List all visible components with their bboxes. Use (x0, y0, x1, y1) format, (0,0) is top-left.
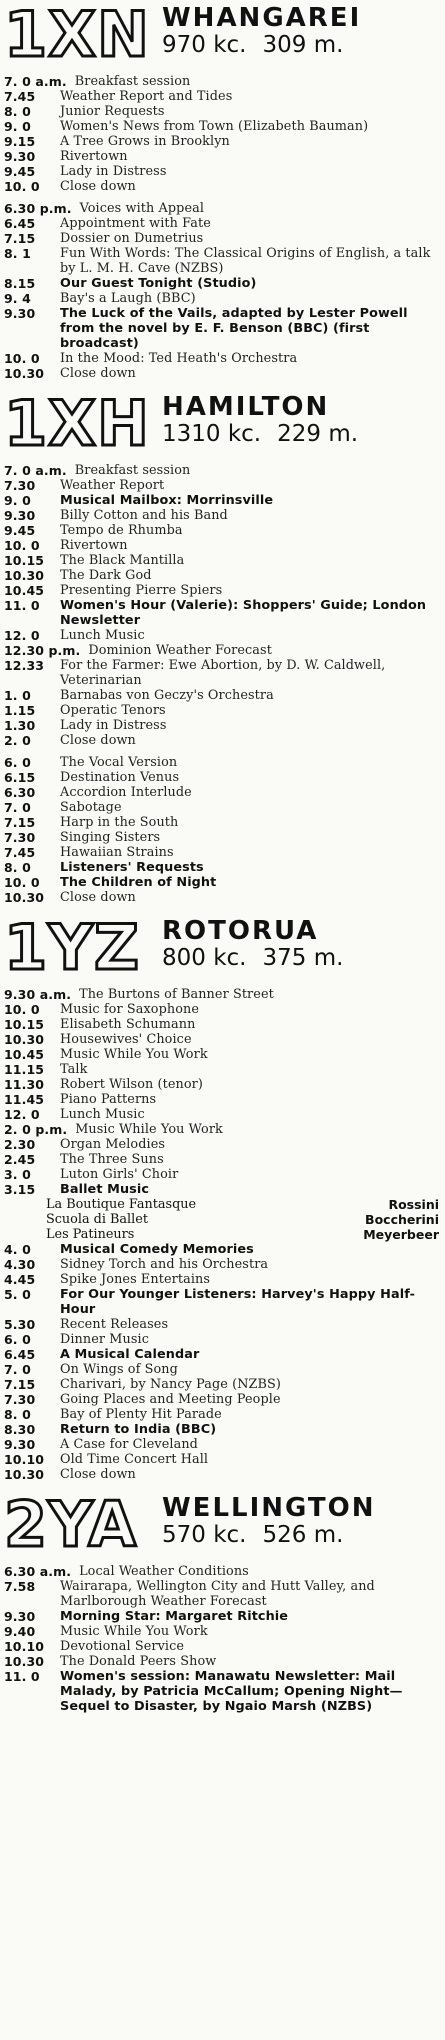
programme-item (4, 1377, 439, 1392)
music-piece: Scuola di Ballet (46, 1212, 148, 1227)
station-header (4, 389, 439, 463)
programme-title: Lady in Distress (60, 164, 167, 179)
programme-time: 10.15 (4, 1017, 45, 1032)
programme-title: Sabotage (60, 800, 122, 815)
programme-time: 1. 0 (4, 688, 31, 703)
programme-time: 12.33 (4, 658, 45, 673)
frequency-kc: 970 kc. (162, 32, 247, 58)
programme-time: 5.30 (4, 1317, 36, 1332)
programme-title: The Vocal Version (60, 755, 178, 770)
programme-time: 5. 0 (4, 1287, 31, 1302)
programme-item (4, 830, 439, 845)
programme-item (4, 201, 439, 216)
programme-time: 7.30 (4, 830, 36, 845)
programme-time: 10. 0 (4, 1002, 40, 1017)
programme-time: 8.30 (4, 1422, 36, 1437)
programme-item (4, 179, 439, 194)
programme-title: Fun With Words: The Classical Origins of English, a talk by L. M. H. Cave (NZBS) (60, 246, 431, 276)
programme-item (4, 875, 439, 890)
programme-list (4, 74, 439, 381)
programme-time: 7. 0 (4, 800, 31, 815)
programme-time: 12. 0 (4, 628, 40, 643)
programme-title: Singing Sisters (60, 830, 161, 845)
programme-time: 7. 0 a.m. (4, 74, 67, 89)
station-heading (162, 4, 439, 58)
wavelength-m: 229 m. (277, 421, 359, 447)
programme-time: 11.45 (4, 1092, 45, 1107)
programme-time: 1.30 (4, 718, 36, 733)
programme-title: Talk (60, 1062, 88, 1077)
programme-title: Old Time Concert Hall (60, 1452, 209, 1467)
programme-item (4, 1242, 439, 1257)
programme-title: Destination Venus (60, 770, 180, 785)
programme-time: 2. 0 p.m. (4, 1122, 68, 1137)
programme-title: Housewives' Choice (60, 1032, 192, 1047)
programme-time: 9.30 (4, 1609, 36, 1624)
station-frequency (162, 945, 439, 971)
programme-item (4, 890, 439, 905)
programme-item (4, 1609, 439, 1624)
wavelength-m: 309 m. (262, 32, 344, 58)
programme-time: 6.30 a.m. (4, 1564, 72, 1579)
programme-time: 10.30 (4, 1654, 45, 1669)
programme-title: Return to India (BBC) (60, 1422, 217, 1437)
programme-time: 3.15 (4, 1182, 36, 1197)
programme-title: Music While You Work (60, 1047, 208, 1062)
programme-item (4, 1107, 439, 1122)
programme-time: 7.15 (4, 815, 36, 830)
programme-time: 2. 0 (4, 733, 31, 748)
programme-title: Our Guest Tonight (Studio) (60, 276, 257, 291)
programme-time: 9. 0 (4, 119, 31, 134)
programme-title: Rivertown (60, 149, 128, 164)
wavelength-m: 526 m. (262, 1522, 344, 1548)
programme-time: 10.30 (4, 1032, 45, 1047)
programme-time: 10.30 (4, 568, 45, 583)
programme-time: 10.30 (4, 366, 45, 381)
programme-item (4, 1624, 439, 1639)
programme-time: 11. 0 (4, 598, 40, 613)
programme-title: Lady in Distress (60, 718, 167, 733)
programme-time: 9.30 (4, 508, 36, 523)
programme-time: 1.15 (4, 703, 36, 718)
programme-title: Junior Requests (60, 104, 165, 119)
programme-item (4, 1579, 439, 1609)
programme-title: A Musical Calendar (60, 1347, 200, 1362)
programme-time: 9.30 (4, 149, 36, 164)
programme-item (4, 134, 439, 149)
wavelength-m: 375 m. (262, 945, 344, 971)
programme-item (4, 718, 439, 733)
station-divider (4, 1714, 439, 1722)
programme-title: Wairarapa, Wellington City and Hutt Valley, and Marlborough Weather Forecast (60, 1579, 375, 1609)
programme-title: Sidney Torch and his Orchestra (60, 1257, 269, 1272)
programme-time: 6. 0 (4, 1332, 31, 1347)
programme-item (4, 1669, 439, 1714)
programme-title: Bay's a Laugh (BBC) (60, 291, 196, 306)
programme-title: Charivari, by Nancy Page (NZBS) (60, 1377, 281, 1392)
programme-item (4, 583, 439, 598)
programme-title: Listeners' Requests (60, 860, 204, 875)
ballet-music-item (4, 1197, 439, 1212)
programme-title: Lunch Music (60, 1107, 145, 1122)
programme-title: Lunch Music (60, 628, 145, 643)
station-1 (4, 389, 439, 913)
programme-title: Devotional Service (60, 1639, 185, 1654)
programme-item (4, 291, 439, 306)
station-header (4, 0, 439, 74)
programme-time: 8.15 (4, 276, 36, 291)
programme-time: 7.30 (4, 478, 36, 493)
programme-time: 8. 0 (4, 104, 31, 119)
programme-title: Organ Melodies (60, 1137, 166, 1152)
programme-item (4, 1564, 439, 1579)
programme-time: 7. 0 (4, 1362, 31, 1377)
programme-item (4, 246, 439, 276)
station-heading (162, 1494, 439, 1548)
programme-item (4, 553, 439, 568)
programme-title: Musical Comedy Memories (60, 1242, 254, 1257)
programme-title: Breakfast session (74, 463, 191, 478)
programme-time: 7.58 (4, 1579, 36, 1594)
station-callsign: 1XH (4, 393, 150, 455)
station-name: ROTORUA (162, 917, 319, 946)
programme-time: 9. 4 (4, 291, 31, 306)
programme-time: 9.30 (4, 306, 36, 321)
programme-title: Music While You Work (60, 1624, 208, 1639)
station-callsign: 2YA (4, 1494, 138, 1556)
programme-time: 10.45 (4, 1047, 45, 1062)
programme-title: In the Mood: Ted Heath's Orchestra (60, 351, 298, 366)
programme-time: 10. 0 (4, 351, 40, 366)
programme-time: 6.45 (4, 1347, 36, 1362)
programme-title: Music for Saxophone (60, 1002, 200, 1017)
programme-title: Close down (60, 890, 136, 905)
programme-item (4, 463, 439, 478)
station-2 (4, 913, 439, 1490)
programme-time: 6. 0 (4, 755, 31, 770)
programme-title: The Three Suns (60, 1152, 164, 1167)
station-name: WHANGAREI (162, 4, 362, 33)
programme-title: Hawaiian Strains (60, 845, 174, 860)
programme-title: Billy Cotton and his Band (60, 508, 228, 523)
programme-title: For Our Younger Listeners: Harvey's Happy Half-Hour (60, 1287, 416, 1317)
programme-title: Accordion Interlude (60, 785, 192, 800)
programme-title: Weather Report (60, 478, 165, 493)
programme-item (4, 1152, 439, 1167)
programme-time: 7.15 (4, 231, 36, 246)
frequency-kc: 800 kc. (162, 945, 247, 971)
programme-time: 9. 0 (4, 493, 31, 508)
programme-title: Robert Wilson (tenor) (60, 1077, 203, 1092)
programme-title: The Black Mantilla (60, 553, 185, 568)
programme-item (4, 1452, 439, 1467)
station-divider (4, 905, 439, 913)
programme-time: 7.15 (4, 1377, 36, 1392)
programme-time: 10. 0 (4, 179, 40, 194)
programme-title: Ballet Music (60, 1182, 150, 1197)
programme-title: The Luck of the Vails, adapted by Lester Powell from the novel by E. F. Benson (BBC) (first broadcast) (60, 306, 408, 351)
station-frequency (162, 421, 439, 447)
programme-time: 9.45 (4, 164, 36, 179)
programme-title: Going Places and Meeting People (60, 1392, 281, 1407)
programme-item (4, 1077, 439, 1092)
programme-item (4, 351, 439, 366)
programme-item (4, 164, 439, 179)
programme-item (4, 1092, 439, 1107)
music-composer: Rossini (388, 1197, 439, 1212)
programme-item (4, 815, 439, 830)
programme-item (4, 800, 439, 815)
programme-time: 8. 1 (4, 246, 31, 261)
programme-time: 9.15 (4, 134, 36, 149)
programme-item (4, 1332, 439, 1347)
programme-time: 7.45 (4, 845, 36, 860)
programme-title: The Burtons of Banner Street (79, 987, 274, 1002)
programme-item (4, 1182, 439, 1197)
programme-title: Presenting Pierre Spiers (60, 583, 223, 598)
programme-item (4, 1002, 439, 1017)
programme-item (4, 104, 439, 119)
programme-title: The Dark God (60, 568, 152, 583)
programme-time: 9.30 a.m. (4, 987, 72, 1002)
programme-title: Musical Mailbox: Morrinsville (60, 493, 274, 508)
programme-time: 10.30 (4, 1467, 45, 1482)
frequency-kc: 570 kc. (162, 1522, 247, 1548)
programme-title: Operatic Tenors (60, 703, 166, 718)
programme-title: Piano Patterns (60, 1092, 157, 1107)
programme-title: Morning Star: Margaret Ritchie (60, 1609, 289, 1624)
programme-item (4, 119, 439, 134)
programme-time: 11.30 (4, 1077, 45, 1092)
programme-time: 3. 0 (4, 1167, 31, 1182)
station-3 (4, 1490, 439, 1722)
station-frequency (162, 1522, 439, 1548)
programme-title: Luton Girls' Choir (60, 1167, 179, 1182)
programme-item (4, 1062, 439, 1077)
programme-time: 11. 0 (4, 1669, 40, 1684)
programme-item (4, 1272, 439, 1287)
programme-item (4, 1167, 439, 1182)
programme-item (4, 538, 439, 553)
ballet-music-item (4, 1227, 439, 1242)
programme-item (4, 1392, 439, 1407)
programme-item (4, 276, 439, 291)
programme-title: Appointment with Fate (60, 216, 211, 231)
programme-item (4, 1407, 439, 1422)
programme-item (4, 785, 439, 800)
programme-time: 8. 0 (4, 1407, 31, 1422)
programme-item (4, 628, 439, 643)
programme-item (4, 987, 439, 1002)
programme-time: 12. 0 (4, 1107, 40, 1122)
programme-item (4, 770, 439, 785)
programme-time: 7. 0 a.m. (4, 463, 67, 478)
programme-item (4, 1362, 439, 1377)
music-piece: La Boutique Fantasque (46, 1197, 197, 1212)
programme-item (4, 74, 439, 89)
programme-item (4, 845, 439, 860)
programme-time: 9.30 (4, 1437, 36, 1452)
programme-item (4, 568, 439, 583)
ballet-music-item (4, 1212, 439, 1227)
programme-item (4, 703, 439, 718)
programme-item (4, 1257, 439, 1272)
programme-item (4, 658, 439, 688)
programme-item (4, 89, 439, 104)
programme-item (4, 1047, 439, 1062)
programme-time: 2.45 (4, 1152, 36, 1167)
programme-item (4, 523, 439, 538)
programme-item (4, 1422, 439, 1437)
programme-title: Voices with Appeal (79, 201, 205, 216)
station-header (4, 1490, 439, 1564)
programme-time: 10.10 (4, 1452, 45, 1467)
programme-item (4, 231, 439, 246)
music-composer: Meyerbeer (363, 1227, 439, 1242)
programme-time: 9.40 (4, 1624, 36, 1639)
programme-title: Women's News from Town (Elizabeth Bauman) (60, 119, 369, 134)
programme-item (4, 478, 439, 493)
programme-time: 7.30 (4, 1392, 36, 1407)
programme-title: Bay of Plenty Hit Parade (60, 1407, 222, 1422)
programme-title: Barnabas von Geczy's Orchestra (60, 688, 274, 703)
programme-title: Women's session: Manawatu Newsletter: Mail Malady, by Patricia McCallum; Opening Night—Sequel to Disaster, by Ngaio Marsh (NZBS) (60, 1669, 403, 1714)
programme-item (4, 1467, 439, 1482)
programme-title: The Children of Night (60, 875, 217, 890)
programme-title: For the Farmer: Ewe Abortion, by D. W. Caldwell, Veterinarian (60, 658, 386, 688)
programme-title: The Donald Peers Show (60, 1654, 217, 1669)
programme-item (4, 755, 439, 770)
station-callsign: 1YZ (4, 917, 140, 979)
programme-title: A Case for Cleveland (60, 1437, 198, 1452)
programme-time: 10. 0 (4, 875, 40, 890)
programme-time: 10. 0 (4, 538, 40, 553)
programme-title: Music While You Work (75, 1122, 223, 1137)
programme-time: 7.45 (4, 89, 36, 104)
programme-time: 9.45 (4, 523, 36, 538)
programme-item (4, 1032, 439, 1047)
station-divider (4, 381, 439, 389)
station-frequency (162, 32, 439, 58)
programme-title: Women's Hour (Valerie): Shoppers' Guide; London Newsletter (60, 598, 427, 628)
programme-item (4, 508, 439, 523)
programme-item (4, 1287, 439, 1317)
programme-title: Elisabeth Schumann (60, 1017, 196, 1032)
programme-item (4, 216, 439, 231)
programme-time: 6.45 (4, 216, 36, 231)
programme-time: 10.45 (4, 583, 45, 598)
programme-time: 4.45 (4, 1272, 36, 1287)
programme-title: Recent Releases (60, 1317, 169, 1332)
programme-time: 4. 0 (4, 1242, 31, 1257)
programme-item (4, 860, 439, 875)
programme-item (4, 688, 439, 703)
programme-time: 11.15 (4, 1062, 45, 1077)
programme-item (4, 1137, 439, 1152)
programme-item (4, 306, 439, 351)
programme-time: 6.30 p.m. (4, 201, 72, 216)
programme-item (4, 643, 439, 658)
programme-title: Harp in the South (60, 815, 179, 830)
programme-title: A Tree Grows in Brooklyn (60, 134, 230, 149)
programme-item (4, 1654, 439, 1669)
programme-title: Rivertown (60, 538, 128, 553)
station-callsign: 1XN (4, 4, 150, 66)
programme-title: Dossier on Dumetrius (60, 231, 204, 246)
programme-title: Close down (60, 366, 136, 381)
programme-item (4, 1017, 439, 1032)
programme-title: Spike Jones Entertains (60, 1272, 211, 1287)
station-header (4, 913, 439, 987)
programme-title: Close down (60, 1467, 136, 1482)
programme-time: 8. 0 (4, 860, 31, 875)
programme-item (4, 1317, 439, 1332)
music-piece: Les Patineurs (46, 1227, 135, 1242)
programme-time: 10.10 (4, 1639, 45, 1654)
programme-title: Dominion Weather Forecast (88, 643, 272, 658)
music-composer: Boccherini (365, 1212, 439, 1227)
programme-item (4, 493, 439, 508)
programme-time: 10.30 (4, 890, 45, 905)
programme-time: 2.30 (4, 1137, 36, 1152)
station-name: HAMILTON (162, 393, 330, 422)
programme-item (4, 149, 439, 164)
programme-item (4, 1437, 439, 1452)
programme-list (4, 1564, 439, 1714)
programme-title: Close down (60, 179, 136, 194)
programme-list (4, 463, 439, 905)
programme-time: 6.15 (4, 770, 36, 785)
programme-title: Breakfast session (74, 74, 191, 89)
programme-list (4, 987, 439, 1482)
programme-item (4, 366, 439, 381)
programme-time: 10.15 (4, 553, 45, 568)
station-0 (4, 0, 439, 389)
station-heading (162, 393, 439, 447)
programme-time: 12.30 p.m. (4, 643, 81, 658)
programme-item (4, 598, 439, 628)
programme-item (4, 733, 439, 748)
programme-time: 4.30 (4, 1257, 36, 1272)
station-name: WELLINGTON (162, 1494, 376, 1523)
programme-item (4, 1347, 439, 1362)
programme-title: Close down (60, 733, 136, 748)
programme-time: 6.30 (4, 785, 36, 800)
programme-title: Tempo de Rhumba (60, 523, 183, 538)
programme-item (4, 1639, 439, 1654)
programme-title: Dinner Music (60, 1332, 149, 1347)
programme-title: Local Weather Conditions (79, 1564, 249, 1579)
programme-item (4, 1122, 439, 1137)
station-heading (162, 917, 439, 971)
programme-title: Weather Report and Tides (60, 89, 233, 104)
programme-title: On Wings of Song (60, 1362, 178, 1377)
frequency-kc: 1310 kc. (162, 421, 262, 447)
station-divider (4, 1482, 439, 1490)
